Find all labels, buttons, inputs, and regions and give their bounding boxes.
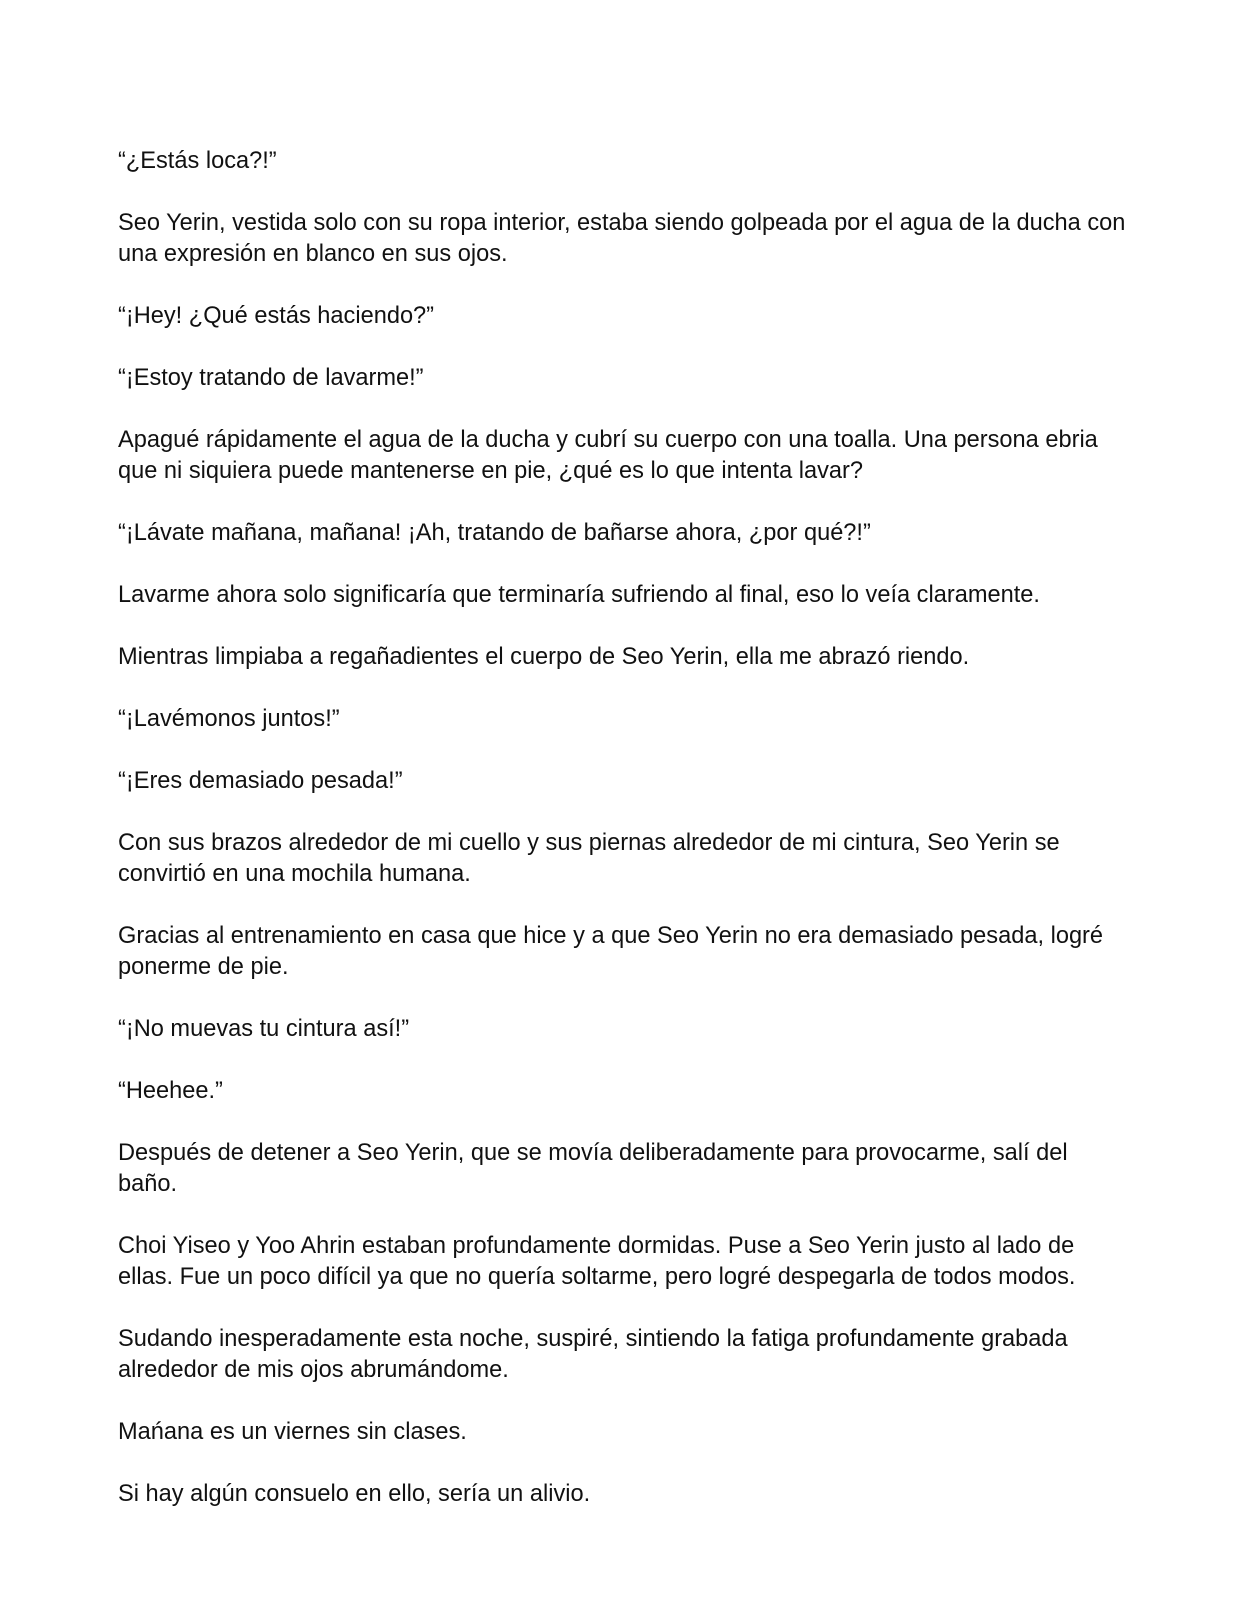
- paragraph-7: Lavarme ahora solo significaría que terminaría sufriendo al final, eso lo veía claramente.: [118, 582, 1040, 608]
- paragraph-13: “¡No muevas tu cintura así!”: [118, 1016, 410, 1042]
- paragraph-12: Gracias al entrenamiento en casa que hice y a que Seo Yerin no era demasiado pesada, logré ponerme de pie.: [118, 923, 1104, 980]
- paragraph-19: Si hay algún consuelo en ello, sería un alivio.: [118, 1481, 591, 1507]
- paragraph-6: “¡Lávate mañana, mañana! ¡Ah, tratando de bañarse ahora, ¿por qué?!”: [118, 520, 871, 546]
- paragraph-8: Mientras limpiaba a regañadientes el cuerpo de Seo Yerin, ella me abrazó riendo.: [118, 644, 970, 670]
- paragraph-15: Después de detener a Seo Yerin, que se movía deliberadamente para provocarme, salí del baño.: [118, 1140, 1068, 1197]
- paragraph-2: Seo Yerin, vestida solo con su ropa interior, estaba siendo golpeada por el agua de la ducha con una expresión en blanco en sus ojos.: [118, 210, 1126, 267]
- paragraph-16: Choi Yiseo y Yoo Ahrin estaban profundamente dormidas. Puse a Seo Yerin justo al lado de ellas. Fue un poco difícil ya que no quería soltarme, pero logré despegarla de todos modos.: [118, 1233, 1076, 1290]
- paragraph-4: “¡Estoy tratando de lavarme!”: [118, 365, 424, 391]
- paragraph-14: “Heehee.”: [118, 1078, 223, 1104]
- paragraph-9: “¡Lavémonos juntos!”: [118, 706, 340, 732]
- paragraph-18: Mańana es un viernes sin clases.: [118, 1419, 467, 1445]
- paragraph-5: Apagué rápidamente el agua de la ducha y cubrí su cuerpo con una toalla. Una persona ebria que ni siquiera puede mantenerse en pie, ¿qué es lo que intenta lavar?: [118, 427, 1098, 484]
- paragraph-10: “¡Eres demasiado pesada!”: [118, 768, 403, 794]
- paragraph-3: “¡Hey! ¿Qué estás haciendo?”: [118, 303, 435, 329]
- paragraph-11: Con sus brazos alrededor de mi cuello y sus piernas alrededor de mi cintura, Seo Yerin se convirtió en una mochila humana.: [118, 830, 1060, 887]
- paragraph-1: “¿Estás loca?!”: [118, 148, 277, 174]
- paragraph-17: Sudando inesperadamente esta noche, suspiré, sintiendo la fatiga profundamente grabada alrededor de mis ojos abrumándome.: [118, 1326, 1068, 1383]
